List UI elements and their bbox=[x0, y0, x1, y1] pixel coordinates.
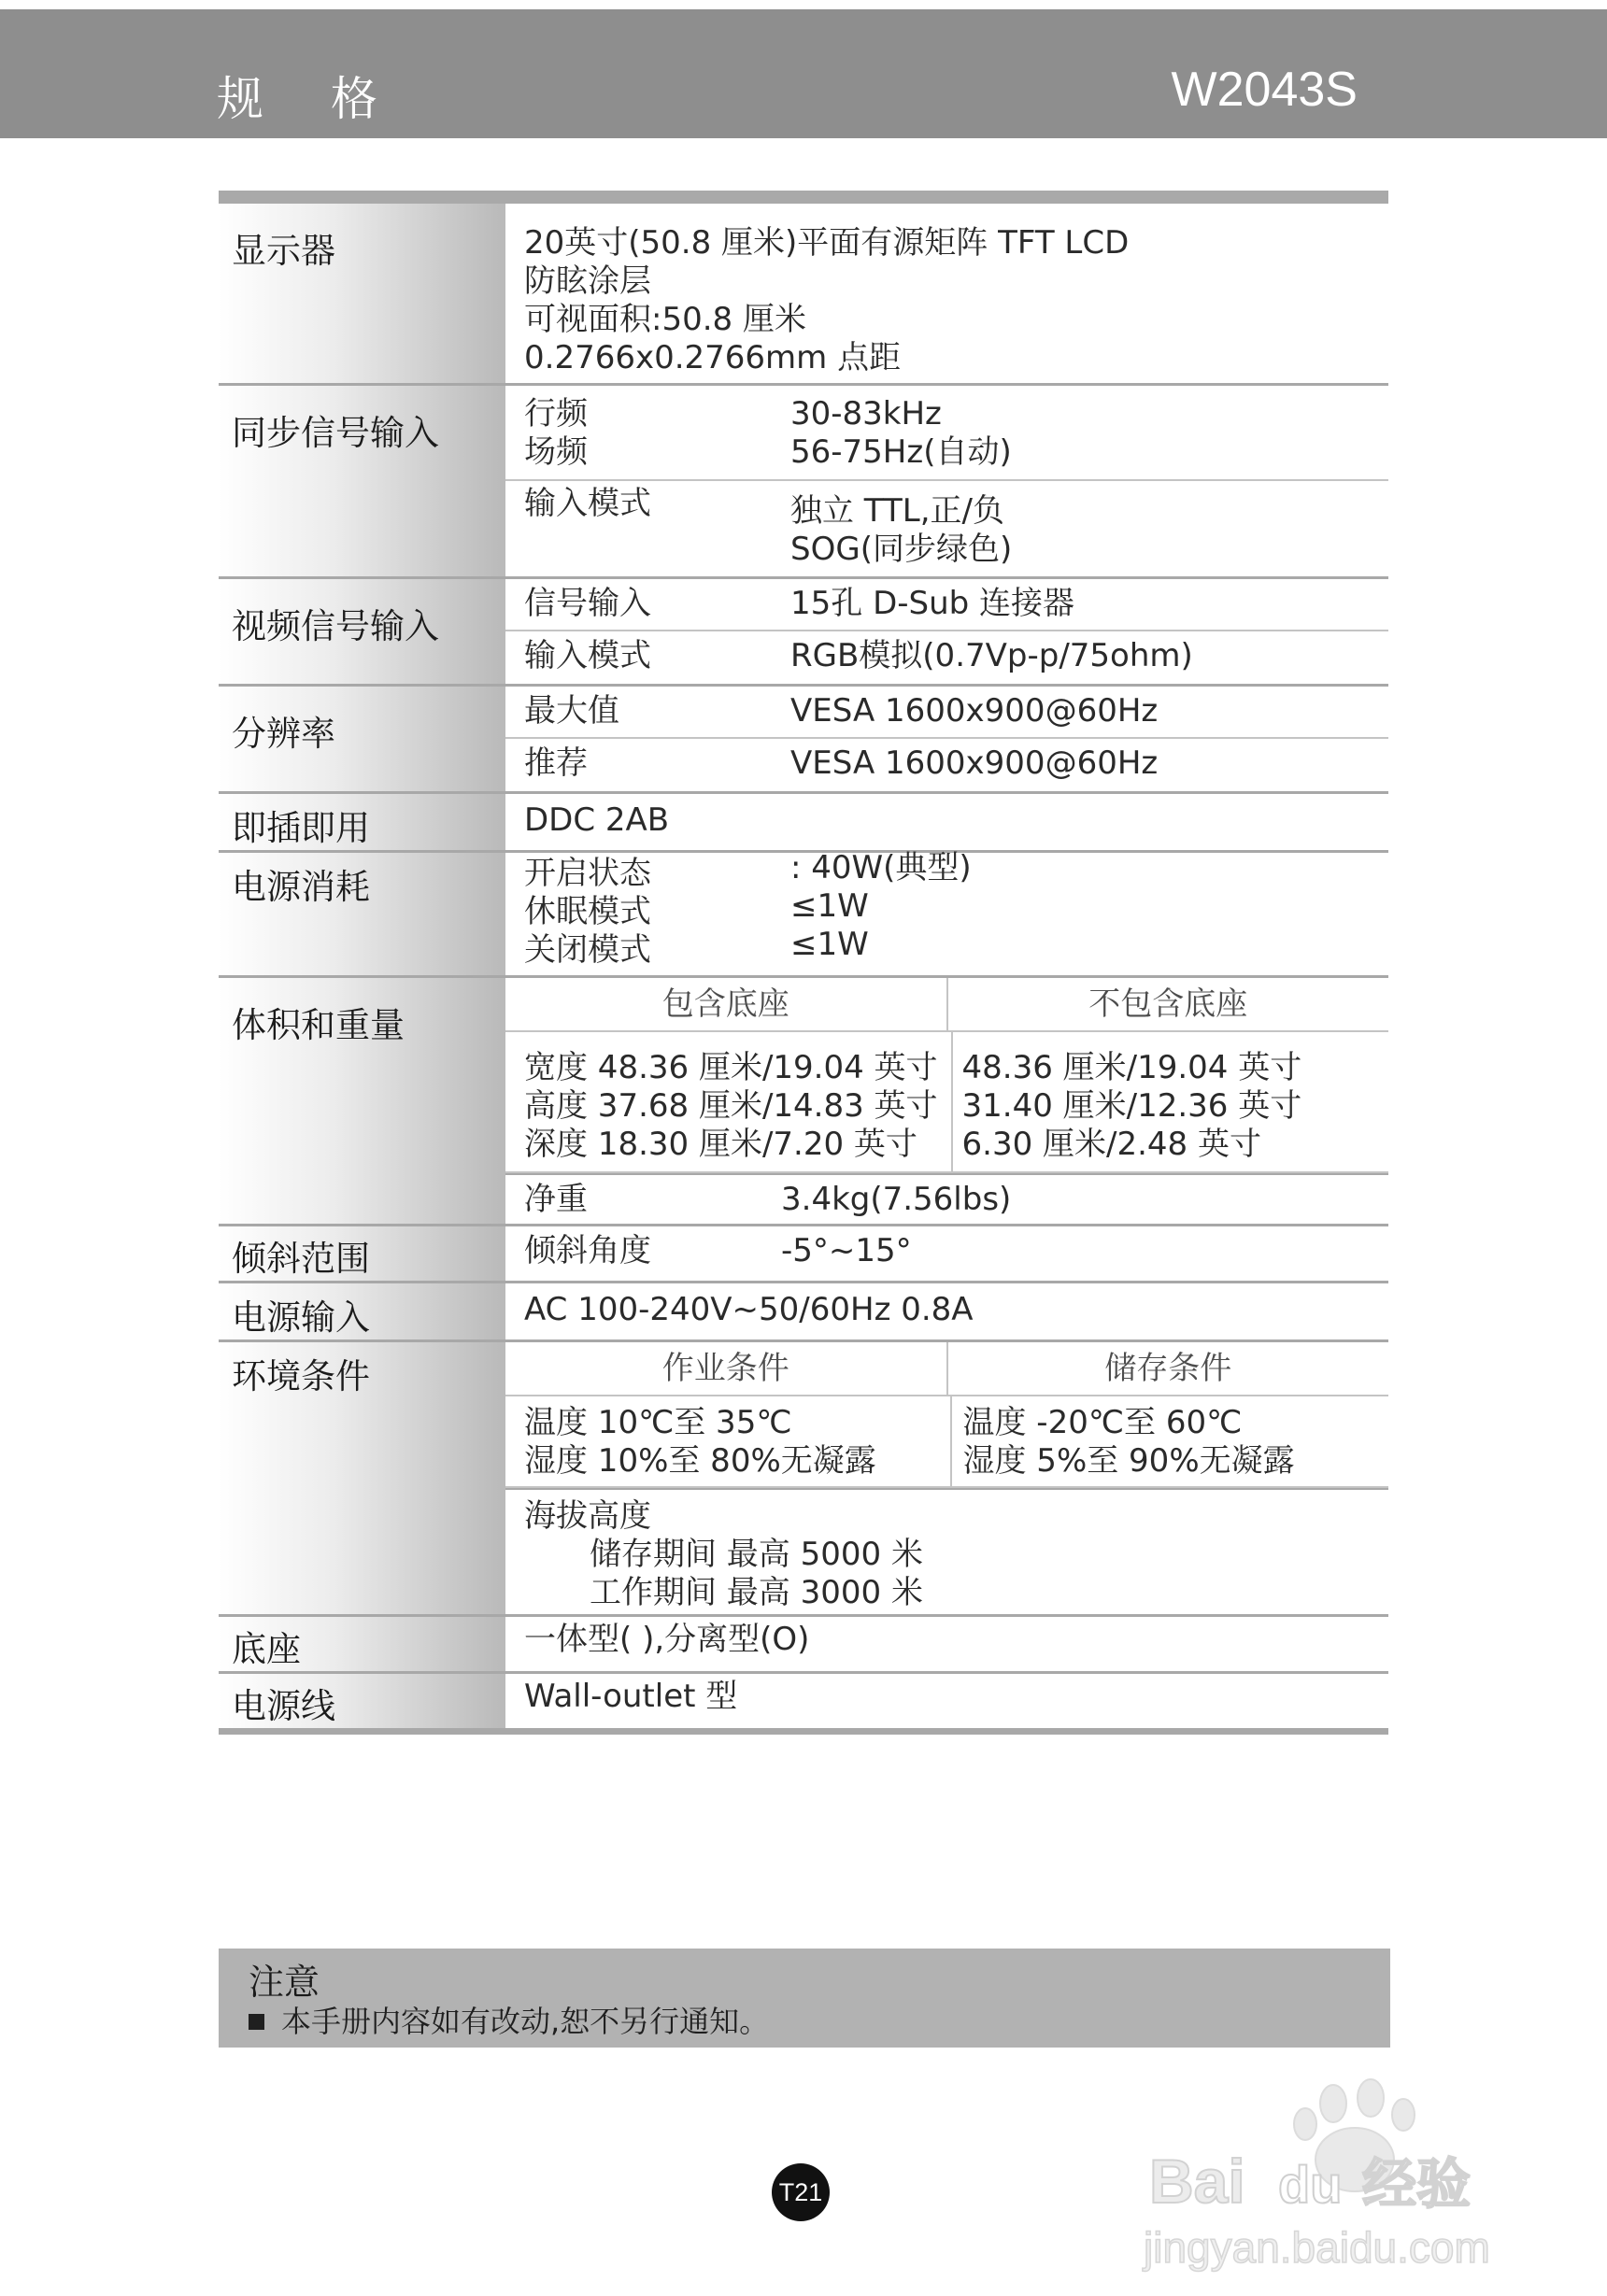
height-with-stand: 高度 37.68 厘米/14.83 英寸 bbox=[524, 1087, 938, 1125]
spec-label: 底座 bbox=[219, 1617, 505, 1671]
column-operating: 作业条件 bbox=[505, 1342, 948, 1395]
note-box bbox=[219, 1949, 1390, 2048]
sync-value: 30-83kHz bbox=[790, 395, 942, 432]
altitude-storage: 储存期间 最高 5000 米 bbox=[590, 1536, 923, 1573]
spec-label: 分辨率 bbox=[219, 687, 505, 791]
depth-without-stand: 6.30 厘米/2.48 英寸 bbox=[961, 1126, 1261, 1163]
power-mode-off: 关闭模式 bbox=[524, 931, 651, 969]
note-title: 注意 bbox=[249, 1962, 320, 2003]
spec-table bbox=[219, 191, 1388, 1735]
sync-value: 56-75Hz(自动) bbox=[790, 433, 1012, 471]
spec-label: 同步信号输入 bbox=[219, 386, 505, 576]
spec-row-power-consumption bbox=[219, 849, 1388, 978]
spec-label: 环境条件 bbox=[219, 1342, 505, 1614]
page-title: 规 格 bbox=[217, 72, 404, 126]
altitude-operating: 工作期间 最高 3000 米 bbox=[590, 1574, 923, 1611]
spec-value bbox=[505, 579, 1388, 684]
width-without-stand: 48.36 厘米/19.04 英寸 bbox=[961, 1049, 1302, 1086]
storage-humidity: 湿度 5%至 90%无凝露 bbox=[962, 1442, 1295, 1480]
spec-label: 电源消耗 bbox=[219, 853, 505, 975]
spec-label: 体积和重量 bbox=[219, 978, 505, 1224]
depth-with-stand: 深度 18.30 厘米/7.20 英寸 bbox=[524, 1126, 917, 1163]
power-value: ≤1W bbox=[790, 887, 869, 925]
display-pixel-pitch: 0.2766x0.2766mm 点距 bbox=[524, 339, 902, 376]
spec-value: 一体型( ),分离型(O) bbox=[524, 1621, 810, 1658]
dimensions-values bbox=[505, 1032, 1388, 1173]
spec-label: 视频信号输入 bbox=[219, 579, 505, 684]
svg-text:du: du bbox=[1278, 2155, 1343, 2214]
bullet-icon bbox=[249, 2014, 264, 2030]
altitude bbox=[505, 1488, 1388, 1614]
environment-header bbox=[505, 1342, 1388, 1396]
spec-row-resolution bbox=[219, 687, 1388, 794]
power-mode-sleep: 休眠模式 bbox=[524, 893, 651, 930]
svg-text:jingyan.baidu.com: jingyan.baidu.com bbox=[1144, 2223, 1490, 2272]
spec-value bbox=[505, 1342, 1388, 1614]
operating-humidity: 湿度 10%至 80%无凝露 bbox=[524, 1442, 876, 1480]
spec-value: 倾斜角度 -5°~15° bbox=[524, 1232, 912, 1269]
sync-input-mode bbox=[505, 481, 1388, 576]
spec-value bbox=[505, 386, 1388, 576]
spec-value: AC 100-240V~50/60Hz 0.8A bbox=[524, 1291, 974, 1328]
power-value: ≤1W bbox=[790, 926, 869, 963]
spec-row-environment bbox=[219, 1342, 1388, 1617]
spec-label: 即插即用 bbox=[219, 794, 505, 850]
spec-label: 显示器 bbox=[219, 204, 505, 383]
sync-frequency bbox=[505, 386, 1388, 481]
environment-values bbox=[505, 1396, 1388, 1488]
spec-value bbox=[505, 687, 1388, 791]
power-value: : 40W(典型) bbox=[790, 849, 972, 886]
display-size: 20英寸(50.8 厘米)平面有源矩阵 TFT LCD bbox=[524, 224, 1130, 262]
svg-text:经验: 经验 bbox=[1362, 2152, 1472, 2216]
column-without-stand: 不包含底座 bbox=[1088, 985, 1248, 1023]
spec-value bbox=[505, 978, 1388, 1224]
spec-value: Wall-outlet 型 bbox=[524, 1678, 738, 1715]
spec-value bbox=[505, 849, 1388, 975]
model-number: W2043S bbox=[1171, 63, 1358, 117]
note-body: 本手册内容如有改动,恕不另行通知。 bbox=[281, 2004, 770, 2039]
spec-row-power-cord bbox=[219, 1674, 1388, 1735]
spec-row-dimensions bbox=[219, 978, 1388, 1226]
spec-label: 电源线 bbox=[219, 1674, 505, 1728]
display-coating: 防眩涂层 bbox=[524, 262, 651, 300]
svg-text:Bai: Bai bbox=[1149, 2147, 1245, 2216]
column-storage: 储存条件 bbox=[1104, 1350, 1232, 1387]
spec-row-power-input bbox=[219, 1283, 1388, 1342]
video-input-mode: 输入模式 RGB模拟(0.7Vp-p/75ohm) bbox=[524, 637, 1193, 674]
resolution-recommended: 推荐 VESA 1600x900@60Hz bbox=[524, 744, 1159, 782]
display-viewable-area: 可视面积:50.8 厘米 bbox=[524, 301, 806, 338]
spec-row-plug-and-play bbox=[219, 794, 1388, 853]
sync-key: 行频 bbox=[524, 395, 588, 432]
spec-label: 电源输入 bbox=[219, 1283, 505, 1339]
dimensions-header bbox=[505, 978, 1388, 1032]
net-weight: 净重 3.4kg(7.56lbs) bbox=[505, 1173, 1388, 1224]
power-mode-on: 开启状态 bbox=[524, 855, 651, 892]
spec-row-tilt bbox=[219, 1226, 1388, 1283]
sync-value: SOG(同步绿色) bbox=[790, 531, 1013, 568]
video-signal-input: 信号输入 15孔 D-Sub 连接器 bbox=[505, 579, 1388, 631]
baidu-jingyan-watermark-icon bbox=[1142, 2066, 1534, 2281]
spec-row-stand bbox=[219, 1617, 1388, 1674]
height-without-stand: 31.40 厘米/12.36 英寸 bbox=[961, 1087, 1302, 1125]
sync-key: 输入模式 bbox=[524, 485, 651, 522]
sync-key: 场频 bbox=[524, 433, 588, 471]
spec-row-sync bbox=[219, 386, 1388, 579]
spec-label: 倾斜范围 bbox=[219, 1226, 505, 1281]
spec-row-video bbox=[219, 579, 1388, 687]
spec-row-display bbox=[219, 204, 1388, 386]
width-with-stand: 宽度 48.36 厘米/19.04 英寸 bbox=[524, 1049, 938, 1086]
altitude-title: 海拔高度 bbox=[524, 1497, 651, 1535]
column-with-stand: 包含底座 bbox=[505, 978, 948, 1030]
note-text bbox=[249, 2003, 1390, 2040]
resolution-max: 最大值 VESA 1600x900@60Hz bbox=[505, 687, 1388, 739]
spec-value bbox=[505, 204, 1388, 383]
spec-value: DDC 2AB bbox=[524, 801, 670, 839]
storage-temperature: 温度 -20℃至 60℃ bbox=[962, 1404, 1243, 1441]
page-number: T21 bbox=[772, 2163, 830, 2221]
sync-value: 独立 TTL,正/负 bbox=[790, 492, 1004, 530]
operating-temperature: 温度 10℃至 35℃ bbox=[524, 1404, 792, 1441]
